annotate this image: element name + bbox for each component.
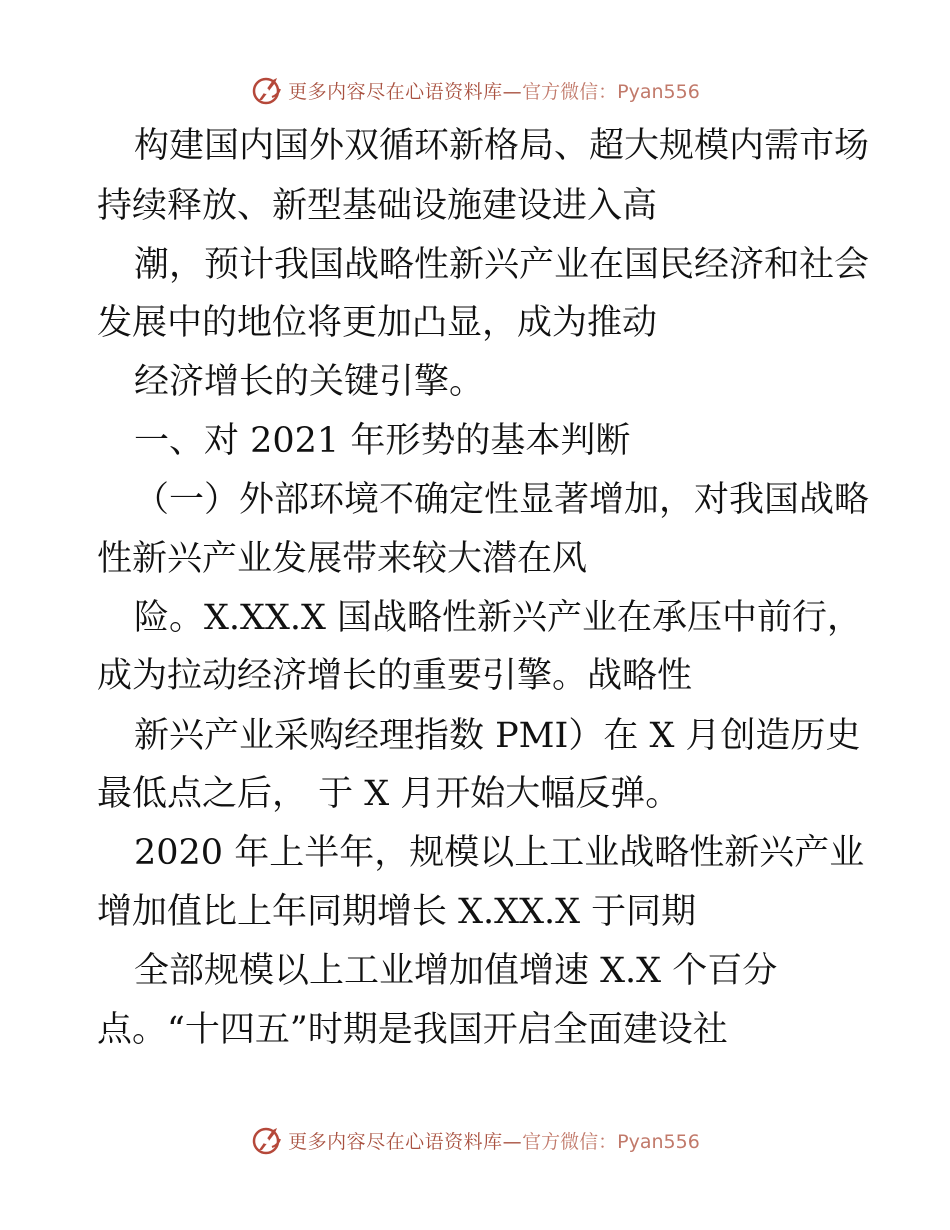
section-heading: 一、对 2021 年形势的基本判断 xyxy=(134,421,631,461)
body-line: 潮，预计我国战略性新兴产业在国民经济和社会 xyxy=(134,245,870,285)
body-line: 性新兴产业发展带来较大潜在风 xyxy=(97,539,588,579)
body-line: 点。“十四五”时期是我国开启全面建设社 xyxy=(97,1010,728,1050)
body-line: 经济增长的关键引擎。 xyxy=(134,362,485,402)
body-line: 最低点之后， 于 X 月开始大幅反弹。 xyxy=(97,774,681,814)
footer-banner xyxy=(0,1120,950,1160)
banner-title: 更多内容尽在心语资料库— xyxy=(288,1130,523,1153)
body-line: 构建国内国外双循环新格局、超大规模内需市场 xyxy=(134,126,870,166)
body-line: 成为拉动经济增长的重要引擎。战略性 xyxy=(97,656,693,696)
body-line: 全部规模以上工业增加值增速 X.X 个百分 xyxy=(134,951,778,991)
quill-pen-logo-icon xyxy=(250,1123,284,1157)
banner-wechat: 官方微信：Pyan556 xyxy=(522,1130,700,1153)
subsection-heading: （一）外部环境不确定性显著增加，对我国战略 xyxy=(134,480,870,520)
body-line: 持续释放、新型基础设施建设进入高 xyxy=(97,186,658,226)
body-line: 新兴产业采购经理指数 PMI）在 X 月创造历史 xyxy=(134,716,861,756)
banner-wechat: 官方微信：Pyan556 xyxy=(522,80,700,103)
banner-title: 更多内容尽在心语资料库— xyxy=(288,80,523,103)
body-line: 险。X.XX.X 国战略性新兴产业在承压中前行， xyxy=(134,598,863,638)
body-line: 发展中的地位将更加凸显，成为推动 xyxy=(97,303,658,343)
body-line: 2020 年上半年，规模以上工业战略性新兴产业 xyxy=(134,833,865,873)
body-line: 增加值比上年同期增长 X.XX.X 于同期 xyxy=(97,892,697,932)
